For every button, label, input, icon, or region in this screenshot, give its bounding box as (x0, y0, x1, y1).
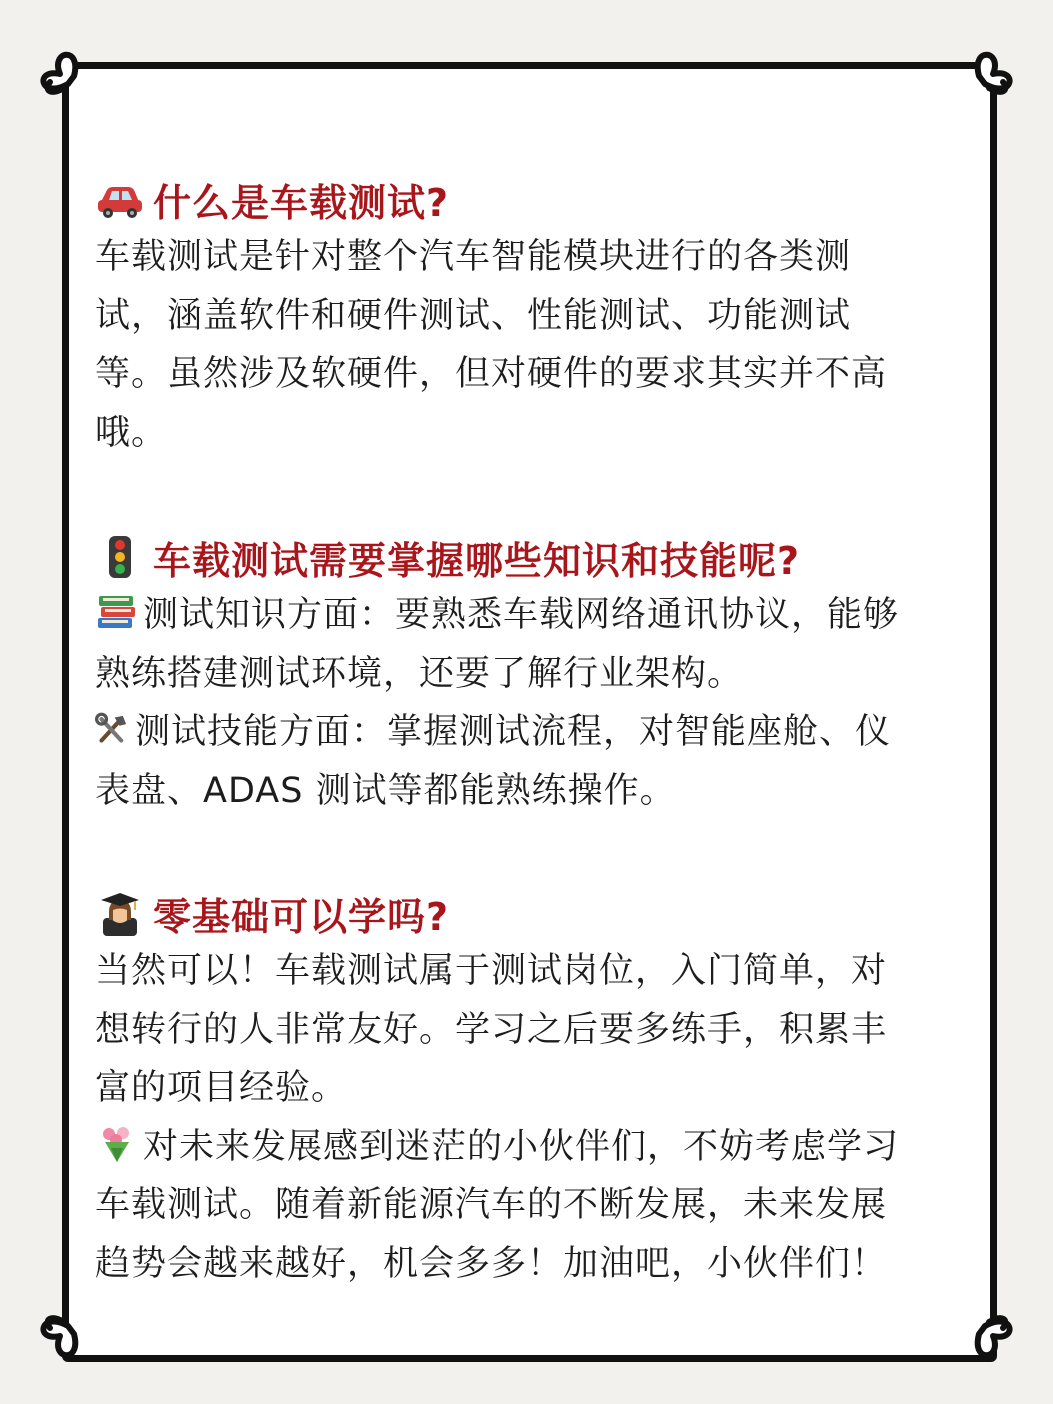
section-body (95, 228, 887, 462)
body-line: 试，涵盖软件和硬件测试、性能测试、功能测试 (95, 295, 852, 336)
knowledge-item (95, 586, 899, 703)
heading-text: 什么是车载测试? (153, 180, 450, 225)
item-line: 测试技能方面：掌握测试流程，对智能座舱、仪 (135, 712, 892, 752)
body-line: 想转行的人非常友好。学习之后要多练手，积累丰 (95, 1009, 888, 1050)
item-line: 测试知识方面：要熟悉车载网络通讯协议，能够 (143, 595, 900, 635)
item-line: 熟练搭建测试环境，还要了解行业架构。 (95, 653, 744, 694)
traffic-light-icon (95, 534, 145, 580)
section-heading (95, 884, 899, 942)
corner-ornament-icon (945, 1292, 1023, 1370)
item-line: 趋势会越来越好，机会多多！加油吧，小伙伴们！ (95, 1243, 888, 1284)
student-icon (95, 890, 145, 936)
tools-icon (95, 709, 131, 749)
encouragement-item (95, 1118, 899, 1294)
body-line: 车载测试是针对整个汽车智能模块进行的各类测 (95, 237, 852, 277)
body-line: 当然可以！车载测试属于测试岗位，入门简单，对 (95, 951, 888, 991)
body-line: 富的项目经验。 (95, 1068, 348, 1108)
heading-text: 零基础可以学吗? (153, 894, 450, 939)
body-line: 等。虽然涉及软硬件，但对硬件的要求其实并不高 (95, 354, 888, 394)
item-line: 车载测试。随着新能源汽车的不断发展，未来发展 (95, 1185, 888, 1225)
corner-ornament-icon (30, 1292, 108, 1370)
section-what-is (95, 170, 887, 462)
skills-item (95, 703, 899, 820)
item-line: 对未来发展感到迷茫的小伙伴们，不妨考虑学习 (143, 1126, 900, 1167)
section-body (95, 942, 899, 1118)
corner-ornament-icon (30, 40, 108, 118)
heading-text: 车载测试需要掌握哪些知识和技能呢? (153, 538, 801, 583)
section-heading (95, 528, 899, 586)
bouquet-icon (95, 1124, 139, 1164)
books-icon (95, 592, 139, 632)
section-skills (95, 528, 899, 820)
car-icon (95, 176, 145, 222)
section-beginner (95, 884, 899, 1293)
section-heading (95, 170, 887, 228)
body-line: 哦。 (95, 412, 168, 453)
item-line: 表盘、ADAS 测试等都能熟练操作。 (95, 770, 676, 811)
corner-ornament-icon (945, 40, 1023, 118)
